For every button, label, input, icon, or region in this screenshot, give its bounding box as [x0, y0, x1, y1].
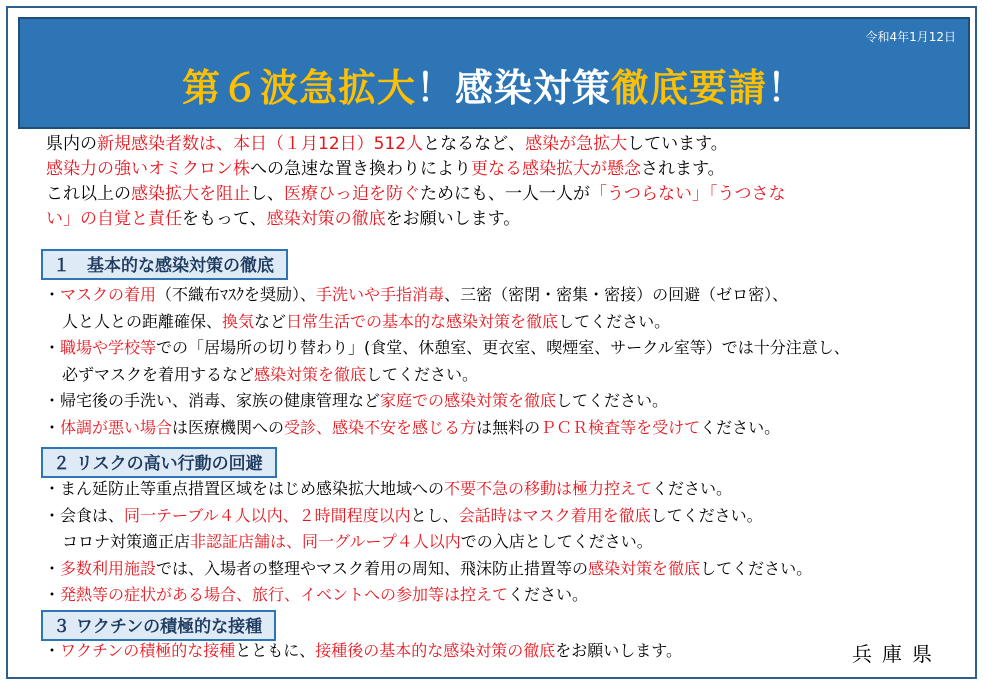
body-text: これ以上の — [46, 184, 131, 204]
emphasis-text: 非認証店舗は、同一グループ４人以内 — [190, 532, 461, 551]
emphasis-text: 同一テーブル４人以内、２時間程度以内 — [124, 505, 411, 525]
body-text: をもって、 — [182, 209, 267, 229]
section-heading-avoid-risk: ２ リスクの高い行動の回避 — [41, 447, 277, 478]
body-text: ・まん延防止等重点措置区域をはじめ感染拡大地域への — [44, 479, 445, 498]
body-text: への急速な置き換わりにより — [250, 159, 471, 179]
banner-title-part: 徹底要請 — [611, 66, 768, 110]
signature: 兵庫県 — [852, 642, 942, 666]
title-banner — [18, 17, 970, 129]
intro-paragraph — [46, 132, 961, 232]
section-list-basic-measures — [44, 282, 969, 441]
emphasis-text: 日常生活での基本的な感染対策を徹底 — [286, 311, 559, 331]
list-item — [44, 638, 969, 665]
emphasis-text: 手洗いや手指消毒 — [316, 285, 445, 304]
emphasis-text: 感染力の強いオミクロン株 — [46, 159, 250, 179]
body-text: してください。 — [650, 505, 763, 525]
banner-title — [20, 57, 968, 112]
banner-title-part: ！ — [767, 66, 807, 110]
body-text: での「居場所の切り替わり」(食堂、休憩室、更衣室、喫煙室、サークル室等）では十分注意し、 — [156, 338, 850, 357]
body-text: をお願いします。 — [555, 641, 682, 660]
list-item — [44, 335, 969, 362]
emphasis-text: 感染拡大を阻止 — [131, 184, 250, 204]
body-text: コロナ対策適正店 — [62, 532, 191, 551]
body-text: ください。 — [508, 585, 589, 604]
body-text: とし、 — [410, 505, 459, 525]
body-text: 必ずマスクを着用するなど — [62, 364, 255, 384]
body-text: ためにも、一人一人が — [420, 184, 590, 204]
body-text: は無料の — [476, 417, 541, 437]
emphasis-text: 感染が急拡大 — [525, 134, 628, 154]
list-item — [44, 582, 969, 609]
body-text: での入店としてください。 — [460, 532, 653, 551]
list-item — [44, 362, 969, 389]
list-item — [44, 388, 969, 415]
section-list-avoid-risk — [44, 476, 969, 609]
body-text: ・ — [44, 558, 61, 578]
emphasis-text: 新規感染者数は、本日（１月12日）512人 — [97, 134, 424, 154]
banner-title-part: 第６波急拡大 — [181, 66, 416, 110]
intro-line — [46, 157, 961, 182]
body-text: ください。 — [652, 479, 733, 498]
emphasis-text: ワクチンの積極的な接種 — [60, 641, 236, 660]
body-text: ・ — [44, 338, 61, 357]
emphasis-text: 多数利用施設 — [60, 558, 157, 578]
body-text: ・ — [44, 641, 61, 660]
body-text: されます。 — [641, 159, 725, 179]
intro-line — [46, 132, 961, 157]
emphasis-text: 接種後の基本的な感染対策の徹底 — [315, 641, 556, 660]
list-item — [44, 476, 969, 503]
section-heading-vaccination: ３ ワクチンの積極的な接種 — [41, 610, 276, 641]
body-text: をお願いします。 — [385, 209, 521, 229]
emphasis-text: 換気 — [222, 311, 255, 331]
body-text: ・ — [44, 417, 61, 437]
body-text: してください。 — [366, 364, 479, 384]
emphasis-text: 感染対策を徹底 — [254, 364, 367, 384]
emphasis-text: 更なる感染拡大が懸念 — [471, 159, 641, 179]
body-text: は医療機関への — [172, 417, 285, 437]
list-item — [44, 556, 969, 583]
body-text: ・ — [44, 585, 61, 604]
emphasis-text: ＰＣＲ検査等を受けて — [540, 417, 701, 437]
body-text: してください。 — [556, 391, 669, 410]
list-item — [44, 415, 969, 442]
emphasis-text: 発熱等の症状がある場合、旅行、イベントへの参加等は控えて — [60, 585, 509, 604]
body-text: し、 — [250, 184, 284, 204]
list-item — [44, 529, 969, 556]
body-text: してください。 — [700, 558, 813, 578]
body-text: しています。 — [627, 134, 728, 154]
body-text: では、入場者の整理やマスク着用の周知、飛沫防止措置等の — [156, 558, 589, 578]
body-text: ・ — [44, 285, 61, 304]
list-item — [44, 503, 969, 530]
emphasis-text: マスクの着用 — [60, 285, 157, 304]
emphasis-text: 医療ひっ迫を防ぐ — [284, 184, 420, 204]
emphasis-text: 受診、感染不安を感じる方 — [284, 417, 477, 437]
body-text: など — [254, 311, 287, 331]
body-text: 、三密（密閉・密集・密接）の回避（ゼロ密）、 — [444, 285, 789, 304]
emphasis-text: 「うつらない」「うつさな — [590, 184, 786, 204]
intro-line — [46, 182, 961, 207]
body-text: ください。 — [700, 417, 781, 437]
list-item — [44, 309, 969, 336]
body-text: （不織布ﾏｽｸを奨励）、 — [156, 285, 317, 304]
emphasis-text: 体調が悪い場合 — [60, 417, 173, 437]
section-heading-basic-measures: １ 基本的な感染対策の徹底 — [41, 249, 288, 280]
emphasis-text: 会話時はマスク着用を徹底 — [458, 505, 651, 525]
body-text: とともに、 — [235, 641, 316, 660]
banner-title-part: ！感染対策 — [415, 66, 611, 110]
emphasis-text: 家庭での感染対策を徹底 — [380, 391, 557, 410]
issue-date: 令和4年1月12日 — [865, 30, 956, 44]
emphasis-text: い」の自覚と責任 — [46, 209, 182, 229]
emphasis-text: 感染対策を徹底 — [588, 558, 701, 578]
body-text: 県内の — [46, 134, 97, 154]
body-text: してください。 — [558, 311, 671, 331]
emphasis-text: 感染対策の徹底 — [266, 209, 386, 229]
intro-line — [46, 207, 961, 232]
body-text: 人と人との距離確保、 — [62, 311, 223, 331]
body-text: となるなど、 — [423, 134, 526, 154]
body-text: ・会食は、 — [44, 505, 125, 525]
list-item — [44, 282, 969, 309]
emphasis-text: 不要不急の移動は極力控えて — [444, 479, 653, 498]
emphasis-text: 職場や学校等 — [60, 338, 157, 357]
body-text: ・帰宅後の手洗い、消毒、家族の健康管理など — [44, 391, 381, 410]
section-list-vaccination — [44, 638, 969, 665]
